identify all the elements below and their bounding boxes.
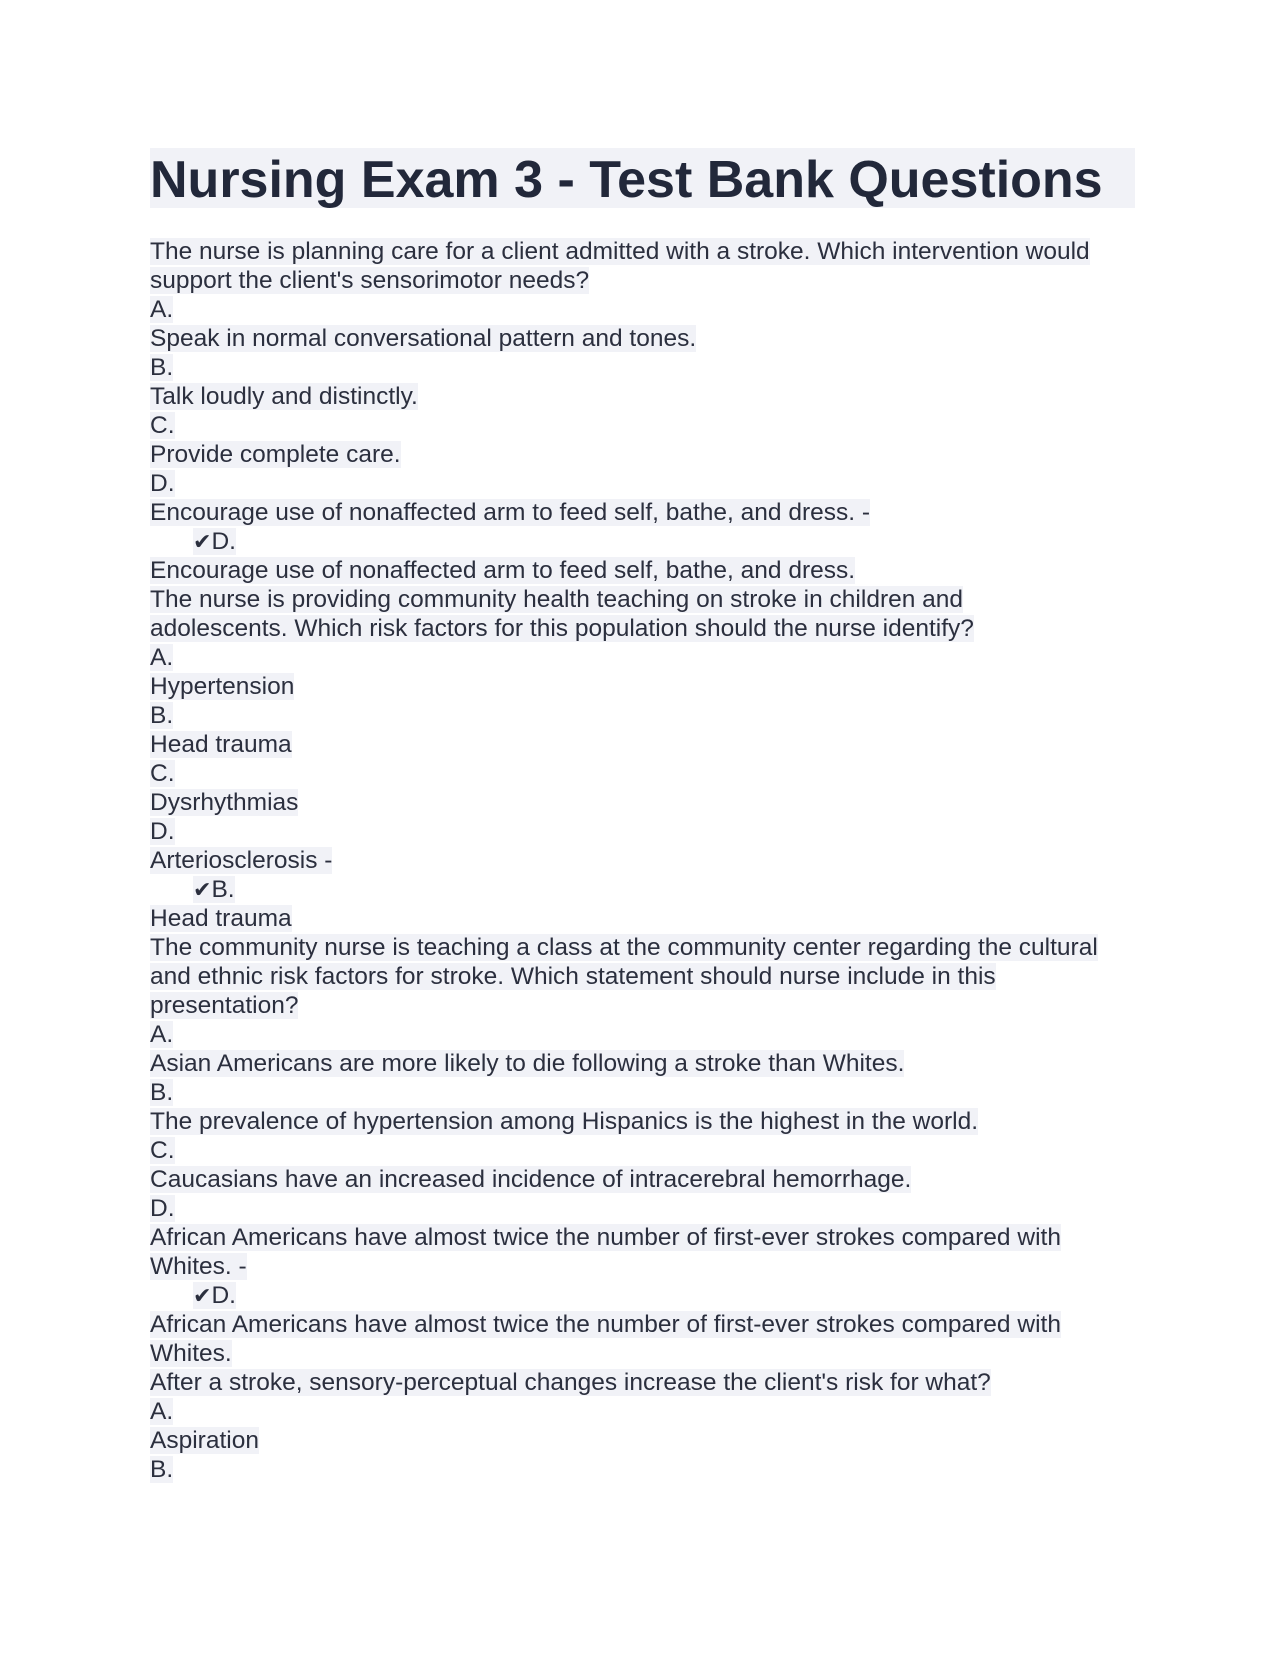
option-text: Dysrhythmias (150, 789, 299, 816)
answer-key (150, 875, 1135, 904)
answer-text: Whites. (150, 1340, 232, 1367)
question-block (150, 933, 1135, 1368)
option-letter: A. (150, 644, 174, 671)
option-text: Speak in normal conversational pattern and tones. (150, 325, 697, 352)
question-block (150, 1368, 1135, 1484)
answer-letter: B. (211, 876, 235, 903)
answer-letter: D. (211, 1282, 236, 1309)
answer-text: Head trauma (150, 905, 292, 932)
option-letter: D. (150, 1195, 175, 1222)
answer-key (150, 1281, 1135, 1310)
checkmark-icon: ✔ (193, 877, 212, 902)
option-letter: B. (150, 1079, 174, 1106)
answer-text: Encourage use of nonaffected arm to feed self, bathe, and dress. (150, 557, 856, 584)
option-text: African Americans have almost twice the number of first-ever strokes compared with (150, 1224, 1061, 1251)
option-letter: B. (150, 354, 174, 381)
option-text: Hypertension (150, 673, 295, 700)
option-letter: D. (150, 470, 175, 497)
option-text: Aspiration (150, 1427, 259, 1454)
option-text: Encourage use of nonaffected arm to feed self, bathe, and dress. - (150, 499, 871, 526)
option-letter: B. (150, 702, 174, 729)
question-stem: adolescents. Which risk factors for this population should the nurse identify? (150, 615, 974, 642)
answer-text: African Americans have almost twice the number of first-ever strokes compared with (150, 1311, 1061, 1338)
question-stem: The nurse is planning care for a client admitted with a stroke. Which intervention would (150, 238, 1090, 265)
option-text: Arteriosclerosis - (150, 847, 333, 874)
option-letter: C. (150, 1137, 175, 1164)
document-page (150, 148, 1135, 1484)
document-title: Nursing Exam 3 - Test Bank Questions (150, 148, 1135, 208)
option-text: Head trauma (150, 731, 292, 758)
checkmark-icon: ✔ (193, 1283, 212, 1308)
option-letter: A. (150, 1021, 174, 1048)
question-block (150, 237, 1135, 585)
answer-key (150, 527, 1135, 556)
option-letter: C. (150, 760, 175, 787)
option-text: Talk loudly and distinctly. (150, 383, 418, 410)
option-text: Whites. - (150, 1253, 247, 1280)
option-letter: A. (150, 1398, 174, 1425)
question-stem: presentation? (150, 992, 299, 1019)
answer-letter: D. (211, 528, 236, 555)
option-text: Provide complete care. (150, 441, 401, 468)
option-letter: C. (150, 412, 175, 439)
question-stem: The nurse is providing community health teaching on stroke in children and (150, 586, 964, 613)
question-block (150, 585, 1135, 933)
option-letter: B. (150, 1456, 174, 1483)
option-letter: D. (150, 818, 175, 845)
question-stem: support the client's sensorimotor needs? (150, 267, 590, 294)
option-text: Asian Americans are more likely to die following a stroke than Whites. (150, 1050, 905, 1077)
option-text: Caucasians have an increased incidence of intracerebral hemorrhage. (150, 1166, 912, 1193)
option-text: The prevalence of hypertension among Hispanics is the highest in the world. (150, 1108, 979, 1135)
option-letter: A. (150, 296, 174, 323)
question-stem: and ethnic risk factors for stroke. Which statement should nurse include in this (150, 963, 996, 990)
question-stem: After a stroke, sensory-perceptual changes increase the client's risk for what? (150, 1369, 991, 1396)
question-stem: The community nurse is teaching a class at the community center regarding the cultural (150, 934, 1098, 961)
checkmark-icon: ✔ (193, 529, 212, 554)
